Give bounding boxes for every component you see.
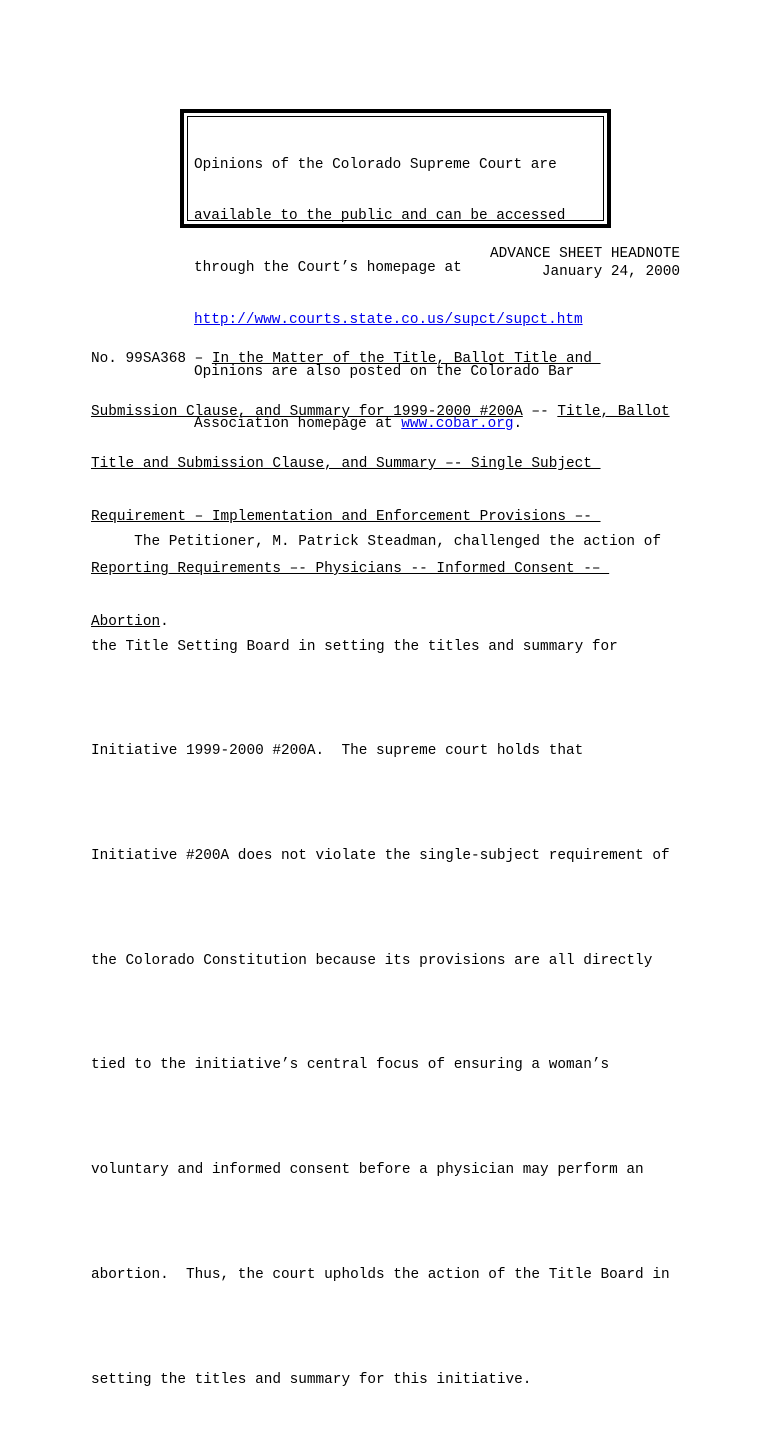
summary-line: setting the titles and summary for this initiative. [91, 1371, 532, 1388]
case-title-end: . [160, 613, 169, 630]
summary-line: Initiative 1999-2000 #200A. The supreme court holds that [91, 743, 584, 760]
headnote-label: ADVANCE SHEET HEADNOTE [490, 246, 680, 262]
case-title-line-2: Submission Clause, and Summary for 1999-2000 #200A [91, 403, 523, 420]
summary-line: abortion. Thus, the court upholds the action of the Title Board in [91, 1266, 670, 1283]
case-title-line-5: Reporting Requirements –- Physicians -- Informed Consent -– [91, 561, 610, 577]
case-title-line-3: Title and Submission Clause, and Summary –- Single Subject [91, 456, 601, 472]
summary-line: voluntary and informed consent before a physician may perform an [91, 1162, 644, 1179]
notice-line-6-prefix: Association homepage at [194, 416, 402, 433]
notice-line-2: available to the public and can be accessed [194, 208, 566, 225]
summary-line: The Petitioner, M. Patrick Steadman, challenged the action of [91, 533, 661, 550]
summary-line: the Title Setting Board in setting the titles and summary for [91, 638, 618, 655]
notice-line-1: Opinions of the Colorado Supreme Court are [194, 156, 557, 173]
summary-line: Initiative #200A does not violate the single-subject requirement of [91, 847, 670, 864]
notice-line-5: Opinions are also posted on the Colorado Bar [194, 364, 574, 381]
case-number: No. 99SA368 – [91, 351, 212, 367]
case-title-line-1: In the Matter of the Title, Ballot Title and [211, 351, 601, 367]
headnote-summary [91, 455, 721, 1432]
case-separator: –- [522, 403, 558, 420]
advance-sheet-headnote [490, 246, 680, 281]
cobar-homepage-link[interactable]: www.cobar.org [401, 416, 514, 433]
summary-line: tied to the initiative’s central focus of ensuring a woman’s [91, 1057, 610, 1074]
case-title-line-6: Abortion [91, 613, 161, 630]
court-homepage-link[interactable]: http://www.courts.state.co.us/supct/supct.htm [194, 312, 583, 329]
case-title-line-2b: Title, Ballot [557, 403, 670, 420]
headnote-date: January 24, 2000 [541, 263, 680, 280]
notice-line-3: through the Court’s homepage at [194, 260, 462, 277]
case-title-line-4: Requirement – Implementation and Enforcement Provisions –- [91, 508, 601, 525]
notice-line-6-suffix: . [513, 416, 523, 433]
summary-line: the Colorado Constitution because its provisions are all directly [91, 952, 653, 969]
